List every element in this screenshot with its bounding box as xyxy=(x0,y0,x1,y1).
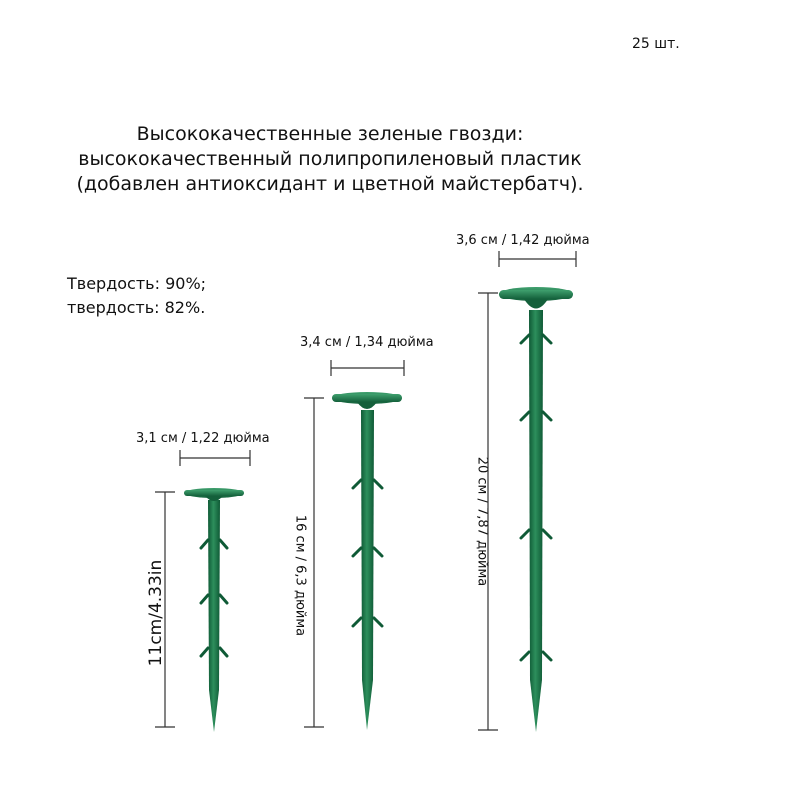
small-nail-cap-width-label: 3,1 см / 1,22 дюйма xyxy=(136,431,270,446)
large-nail-cap-width-label: 3,6 см / 1,42 дюйма xyxy=(456,233,590,248)
quantity-label: 25 шт. xyxy=(632,36,680,52)
large-nail xyxy=(499,287,573,732)
medium-nail xyxy=(332,392,402,730)
hardness-line-1: Твердость: 90%; xyxy=(67,274,207,293)
title-line-2: высококачественный полипропиленовый пластик xyxy=(78,148,582,170)
medium-nail-cap-width-label: 3,4 см / 1,34 дюйма xyxy=(300,335,434,350)
title-line-3: (добавлен антиоксидант и цветной майстербатч). xyxy=(76,173,584,195)
hardness-line-2: твердость: 82%. xyxy=(67,298,206,317)
title-line-1: Высококачественные зеленые гвозди: xyxy=(136,123,524,145)
small-nail-length-label: 11cm/4.33in xyxy=(146,559,166,667)
small-nail xyxy=(184,488,244,732)
large-nail-length-label: 20 см / 7,87 дюйма xyxy=(474,456,490,587)
medium-nail-length-label: 16 см / 6,3 дюйма xyxy=(292,514,308,637)
